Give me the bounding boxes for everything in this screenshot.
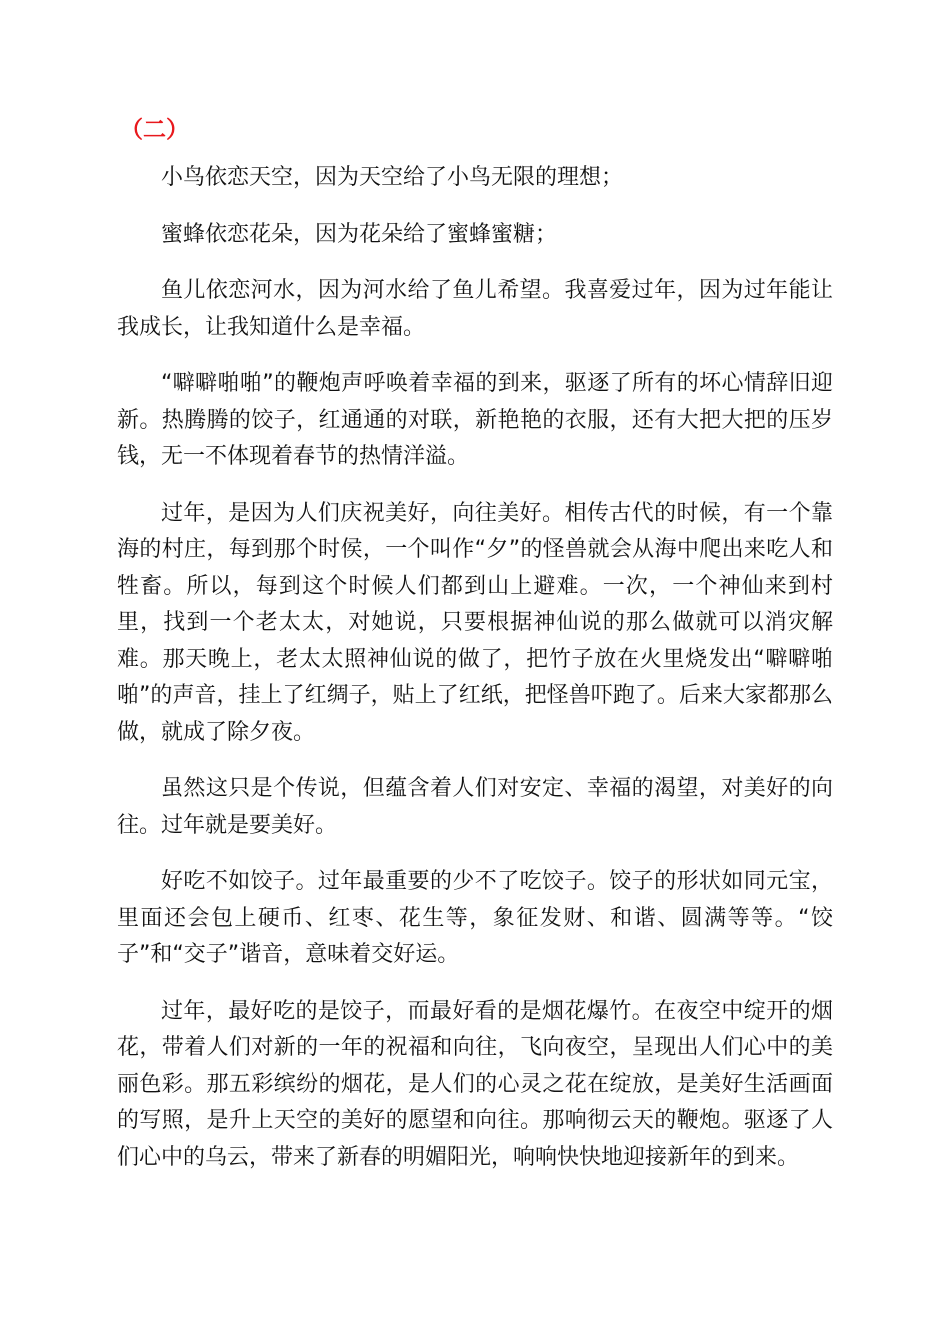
paragraph-2: 蜜蜂依恋花朵，因为花朵给了蜜蜂蜜糖； [161, 221, 558, 247]
paragraph-8: 过年，最好吃的是饺子，而最好看的是烟花爆竹。在夜空中绽开的烟花，带着人们对新的一年的祝福和向往，飞向夜空，呈现出人们心中的美丽色彩。那五彩缤纷的烟花，是人们的心灵之花在绽放，是美好生活画面的写照，是升上天空的美好的愿望和向往。那响彻云天的鞭炮。驱逐了人们心中的乌云，带来了新春的明媚阳光，响响快快地迎接新年的到来。 [117, 998, 833, 1170]
section-heading: （二） [120, 117, 189, 143]
paragraph-3: 鱼儿依恋河水，因为河水给了鱼儿希望。我喜爱过年，因为过年能让我成长，让我知道什么是幸福。 [117, 278, 833, 340]
paragraph-1: 小鸟依恋天空，因为天空给了小鸟无限的理想； [161, 165, 624, 190]
paragraph-4: “噼噼啪啪”的鞭炮声呼唤着幸福的到来，驱逐了所有的坏心情辞旧迎新。热腾腾的饺子，红通通的对联，新艳艳的衣服，还有大把大把的压岁钱，无一不体现着春节的热情洋溢。 [117, 371, 833, 469]
paragraph-5: 过年，是因为人们庆祝美好，向往美好。相传古代的时候，有一个靠海的村庄，每到那个时侯，一个叫作“夕”的怪兽就会从海中爬出来吃人和牲畜。所以，每到这个时候人们都到山上避难。一次，一个神仙来到村里，找到一个老太太，对她说，只要根据神仙说的那么做就可以消灾解难。那天晚上，老太太照神仙说的做了，把竹子放在火里烧发出“噼噼啪啪”的声音，挂上了红绸子，贴上了红纸，把怪兽吓跑了。后来大家都那么做，就成了除夕夜。 [117, 500, 833, 745]
paragraph-6: 虽然这只是个传说，但蕴含着人们对安定、幸福的渴望，对美好的向往。过年就是要美好。 [117, 776, 833, 838]
body-text [117, 160, 833, 1196]
paragraph-7: 好吃不如饺子。过年最重要的少不了吃饺子。饺子的形状如同元宝，里面还会包上硬币、红枣、花生等，象征发财、和谐、圆满等等。“饺子”和“交子”谐音，意味着交好运。 [117, 869, 833, 967]
